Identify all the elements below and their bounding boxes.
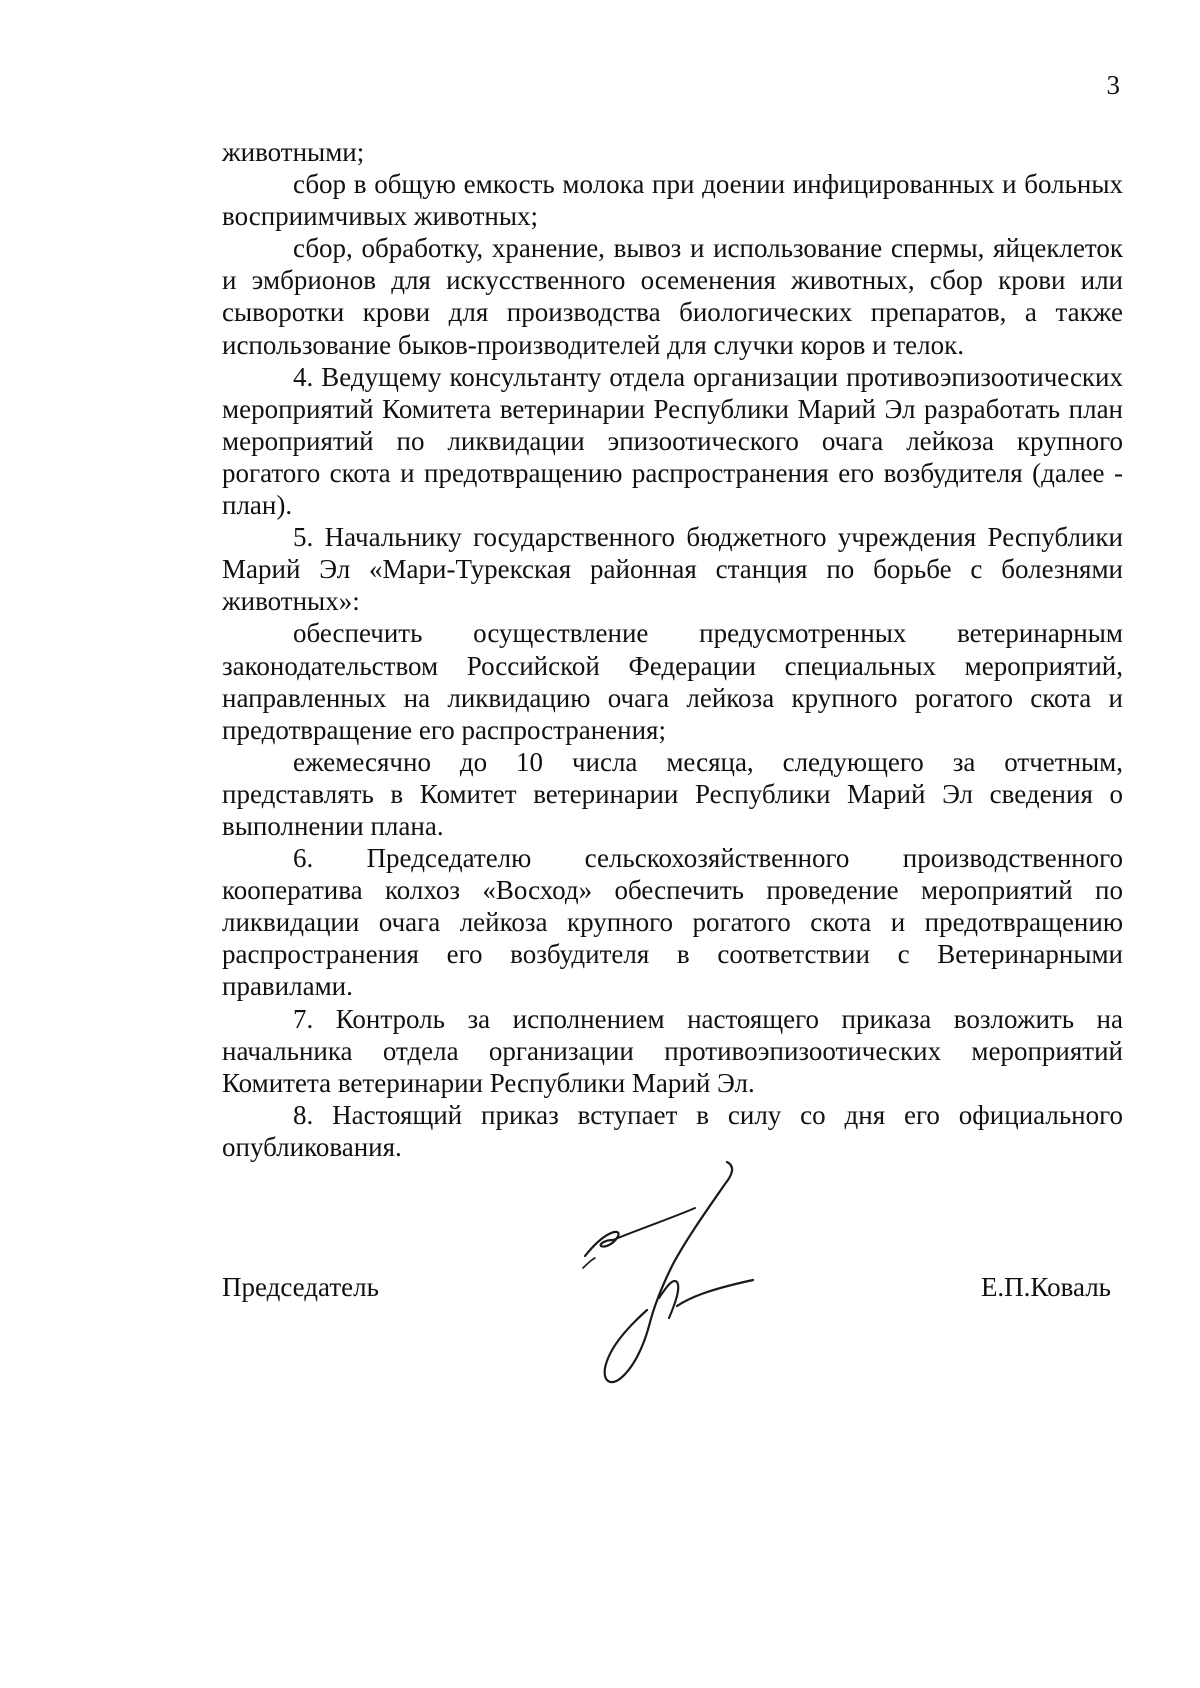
paragraph: животными; — [222, 137, 365, 167]
paragraph: сбор, обработку, хранение, вывоз и использование спермы, яйцеклеток и эмбрионов для искусственного осеменения животных, сбор крови или сыворотки крови для производства биологических препаратов, а также использование быков-производителей для случки коров и телок. — [222, 233, 1123, 360]
paragraph: 4. Ведущему консультанту отдела организации противоэпизоотических мероприятий Комитета ветеринарии Республики Марий Эл разработать план мероприятий по ликвидации эпизоотического очага лейкоза крупного рогатого скота и предотвращению распространения его возбудителя (далее - план). — [222, 361, 1123, 521]
handwritten-signature — [577, 1160, 757, 1400]
signer-name: Е.П.Коваль — [980, 1272, 1111, 1302]
signer-title: Председатель — [222, 1272, 379, 1302]
paragraph: 7. Контроль за исполнением настоящего приказа возложить на начальника отдела организации противоэпизоотических мероприятий Комитета ветеринарии Республики Марий Эл. — [222, 1003, 1123, 1098]
paragraph: сбор в общую емкость молока при доении инфицированных и больных восприимчивых животных; — [222, 169, 1123, 232]
document-body — [222, 136, 1123, 1163]
paragraph: ежемесячно до 10 числа месяца, следующего за отчетным, представлять в Комитет ветеринарии Республики Марий Эл сведения о выполнении плана. — [222, 746, 1123, 841]
page-number: 3 — [1106, 70, 1120, 100]
paragraph: 6. Председателю сельскохозяйственного производственного кооператива колхоз «Восход» обеспечить проведение мероприятий по ликвидации очага лейкоза крупного рогатого скота и предотвращению распространения его возбудителя в соответствии с Ветеринарными правилами. — [222, 843, 1123, 1002]
paragraph: 5. Начальнику государственного бюджетного учреждения Республики Марий Эл «Мари-Турекская районная станция по борьбе с болезнями животных»: — [222, 522, 1123, 617]
paragraph: обеспечить осуществление предусмотренных ветеринарным законодательством Российской Федерации специальных мероприятий, направленных на ликвидацию очага лейкоза крупного рогатого скота и предотвращение его распространения; — [222, 618, 1123, 745]
signature-block — [222, 1160, 1123, 1420]
paragraph: 8. Настоящий приказ вступает в силу со дня его официального опубликования. — [222, 1099, 1123, 1162]
